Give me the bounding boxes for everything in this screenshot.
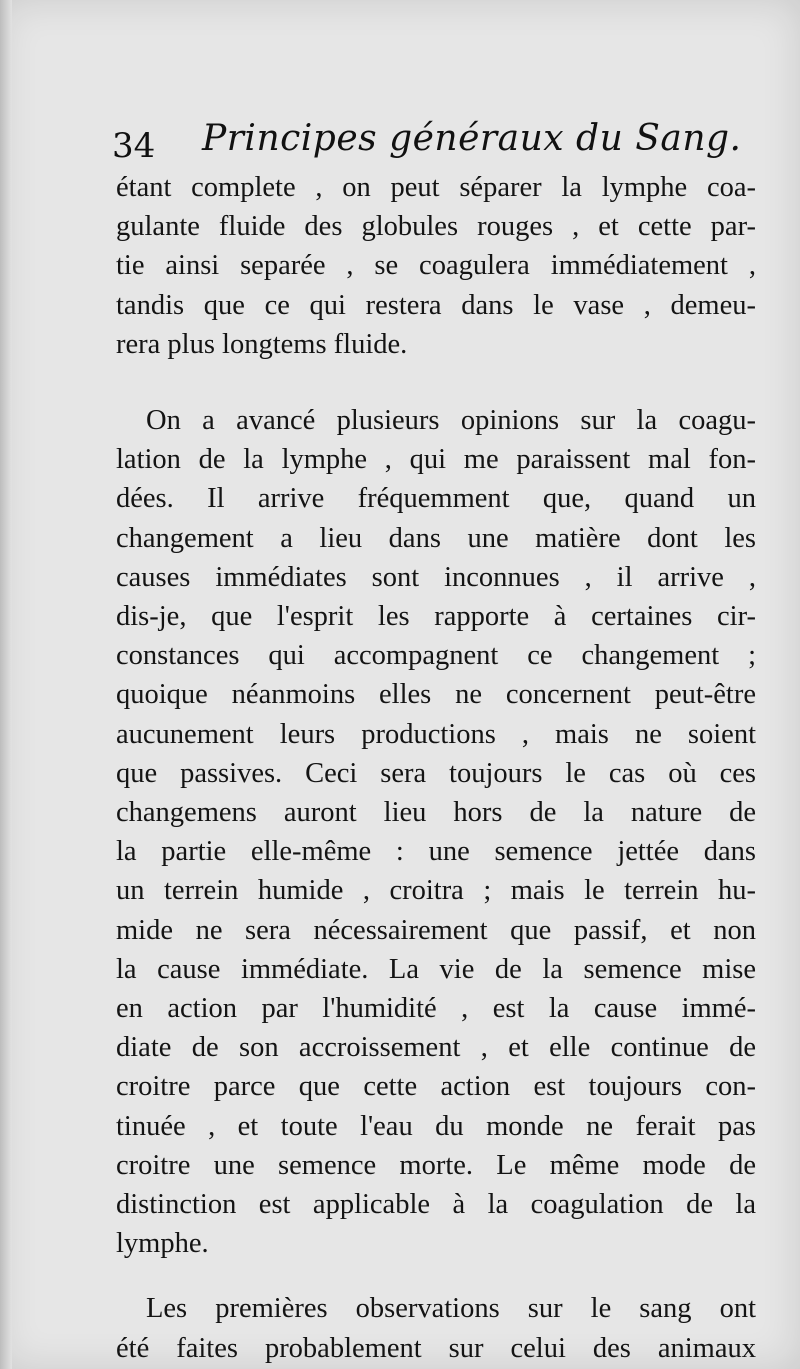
text-line: dées. Il arrive fréquemment que, quand un xyxy=(116,483,756,515)
text-line: tie ainsi separée , se coagulera immédiatement , xyxy=(116,250,756,282)
paragraph-3 xyxy=(116,1289,756,1367)
page-number: 34 xyxy=(112,126,156,166)
text-line: Les premières observations sur le sang ont xyxy=(146,1293,756,1325)
text-line: en action par l'humidité , est la cause immé- xyxy=(116,993,756,1025)
text-line: croitre parce que cette action est toujours con- xyxy=(116,1071,756,1103)
text-line: changement a lieu dans une matière dont les xyxy=(116,522,756,554)
paragraph-2 xyxy=(116,401,756,1263)
text-line: la partie elle-même : une semence jettée dans xyxy=(116,836,756,868)
text-line: diate de son accroissement , et elle continue de xyxy=(116,1032,756,1064)
running-title: Principes généraux du Sang. xyxy=(202,118,742,159)
text-line: croitre une semence morte. Le même mode de xyxy=(116,1149,756,1181)
text-line: étant complete , on peut séparer la lymphe coa- xyxy=(116,172,756,203)
text-line: gulante fluide des globules rouges , et cette par- xyxy=(116,211,756,243)
text-line: mide ne sera nécessairement que passif, et non xyxy=(116,914,756,946)
text-line: un terrein humide , croitra ; mais le terrein hu- xyxy=(116,875,756,907)
text-line: On a avancé plusieurs opinions sur la coagu- xyxy=(146,405,756,437)
text-line: tandis que ce qui restera dans le vase , demeu- xyxy=(116,289,756,321)
text-line: dis-je, que l'esprit les rapporte à certaines cir- xyxy=(116,601,756,633)
text-line: tinuée , et toute l'eau du monde ne ferait pas xyxy=(116,1110,756,1142)
text-line: la cause immédiate. La vie de la semence mise xyxy=(116,953,756,985)
text-line: été faites probablement sur celui des animaux xyxy=(116,1332,756,1364)
text-line: quoique néanmoins elles ne concernent peut-être xyxy=(116,679,756,711)
running-header xyxy=(112,118,772,172)
text-line: aucunement leurs productions , mais ne soient xyxy=(116,718,756,750)
text-line: distinction est applicable à la coagulation de la xyxy=(116,1189,756,1221)
text-line: changemens auront lieu hors de la nature de xyxy=(116,797,756,829)
text-line: lymphe. xyxy=(116,1228,209,1260)
text-line: lation de la lymphe , qui me paraissent mal fon- xyxy=(116,444,756,476)
text-line: rera plus longtems fluide. xyxy=(116,328,408,360)
paragraph-1 xyxy=(116,168,756,364)
body-text xyxy=(116,168,756,1368)
text-line: constances qui accompagnent ce changement ; xyxy=(116,640,756,672)
text-line: que passives. Ceci sera toujours le cas où ces xyxy=(116,757,756,789)
text-line: causes immédiates sont inconnues , il arrive , xyxy=(116,561,756,593)
page-gutter-shadow xyxy=(0,0,12,1369)
